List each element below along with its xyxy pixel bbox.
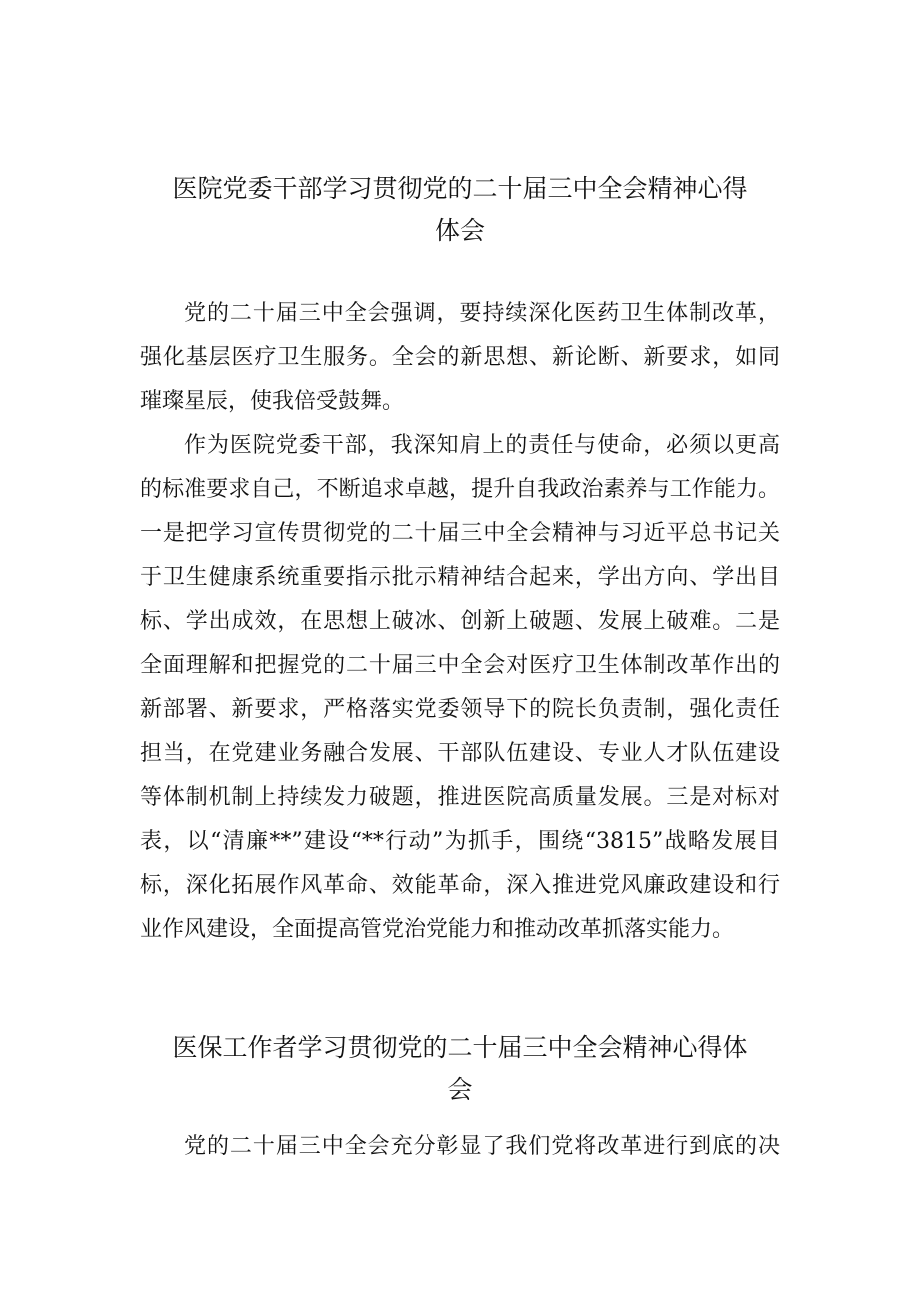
paragraph-line: 全面理解和把握党的二十届三中全会对医疗卫生体制改革作出的 — [140, 653, 780, 678]
paragraph-line: 表，以“清廉**”建设“**行动”为抓手，围绕“3815”战略发展目 — [140, 829, 780, 854]
article-2-title-line: 会 — [447, 1075, 473, 1104]
article-1-title-line: 医院党委干部学习贯彻党的二十届三中全会精神心得 — [172, 174, 748, 203]
paragraph-line: 强化基层医疗卫生服务。全会的新思想、新论断、新要求，如同 — [140, 345, 780, 370]
paragraph-line: 等体制机制上持续发力破题，推进医院高质量发展。三是对标对 — [140, 785, 780, 810]
paragraph-line: 的标准要求自己，不断追求卓越，提升自我政治素养与工作能力。 — [140, 477, 780, 502]
paragraph-line: 标，深化拓展作风革命、效能革命，深入推进党风廉政建设和行 — [140, 873, 780, 898]
article-1-title-line: 体会 — [434, 216, 485, 245]
paragraph-line: 党的二十届三中全会充分彰显了我们党将改革进行到底的决 — [184, 1134, 780, 1159]
paragraph-line: 于卫生健康系统重要指示批示精神结合起来，学出方向、学出目 — [140, 565, 780, 590]
article-2-title — [140, 1027, 780, 1111]
paragraph-line: 党的二十届三中全会强调，要持续深化医药卫生体制改革， — [184, 301, 780, 326]
paragraph-line: 业作风建设，全面提高管党治党能力和推动改革抓落实能力。 — [140, 917, 735, 942]
article-1-title — [140, 168, 780, 252]
paragraph-line: 璀璨星辰，使我倍受鼓舞。 — [140, 389, 405, 414]
paragraph-line: 作为医院党委干部，我深知肩上的责任与使命，必须以更高 — [184, 433, 780, 458]
paragraph-line: 标、学出成效，在思想上破冰、创新上破题、发展上破难。二是 — [140, 609, 780, 634]
article-2-title-line: 医保工作者学习贯彻党的二十届三中全会精神心得体 — [172, 1033, 748, 1062]
paragraph-line: 新部署、新要求，严格落实党委领导下的院长负责制，强化责任 — [140, 697, 780, 722]
paragraph-line: 担当，在党建业务融合发展、干部队伍建设、专业人才队伍建设 — [140, 741, 780, 766]
paragraph-line: 一是把学习宣传贯彻党的二十届三中全会精神与习近平总书记关 — [140, 521, 780, 546]
